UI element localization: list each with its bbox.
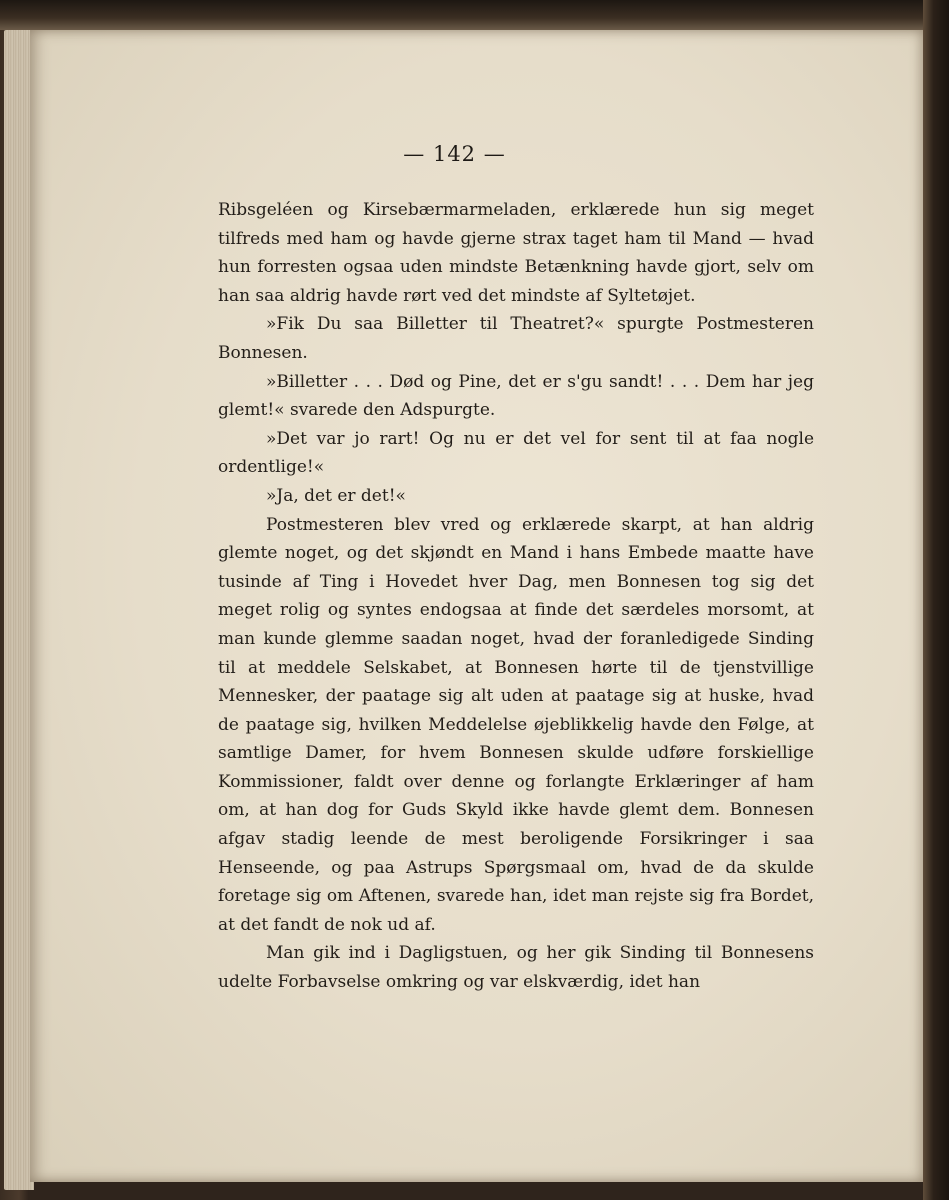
book-top-edge [0,0,949,30]
paragraph-1: Ribsgeléen og Kirsebærmarmeladen, erklærede hun sig meget tilfreds med ham og havde gjerne strax taget ham til Mand — hvad hun forresten ogsaa uden mindste Betænkning havde gjort, selv om han saa aldrig havde rørt ved det mindste af Syltetøjet. [218,200,814,306]
body-text [218,196,814,997]
paragraph-2: »Fik Du saa Billetter til Theatret?« spurgte Postmesteren Bonnesen. [218,314,814,363]
book-right-edge [923,0,949,1200]
page-number: — 142 — [403,142,506,166]
page-paper [30,30,923,1182]
paragraph-5: »Ja, det er det!« [266,485,406,506]
paragraph-7: Man gik ind i Dagligstuen, og her gik Sinding til Bonnesens udelte Forbavselse omkring og var elskværdig, idet han [218,943,814,993]
paragraph-3: »Billetter . . . Død og Pine, det er s'gu sandt! . . . Dem har jeg glemt!« svarede den Adspurgte. [218,371,814,421]
paragraph-6: Postmesteren blev vred og erklærede skarpt, at han aldrig glemte noget, og det skjøndt en Mand i hans Embede maatte have tusinde af Ting i Hovedet hver Dag, men Bonnesen tog sig det meget rolig og syntes endogsaa at finde det særdeles morsomt, at man kunde glemme saadan noget, hvad der foranledigede Sinding til at meddele Selskabet, at Bonnesen hørte til de tjenstvillige Mennesker, der paatage sig alt uden at paatage sig at huske, hvad de paatage sig, hvilken Meddelelse øjeblikkelig havde den Følge, at samtlige Damer, for hvem Bonnesen skulde udføre forskiellige Kommissioner, faldt over denne og forlangte Erklæringer af ham om, at han dog for Guds Skyld ikke havde glemt dem. Bonnesen afgav stadig leende de mest beroligende Forsikringer i saa Henseende, og paa Astrups Spørgsmaal om, hvad de da skulde foretage sig om Aftenen, svarede han, idet man rejste sig fra Bordet, at det fandt de nok ud af. [218,514,814,935]
paragraph-4: »Det var jo rart! Og nu er det vel for sent til at faa nogle ordentlige!« [218,428,814,478]
